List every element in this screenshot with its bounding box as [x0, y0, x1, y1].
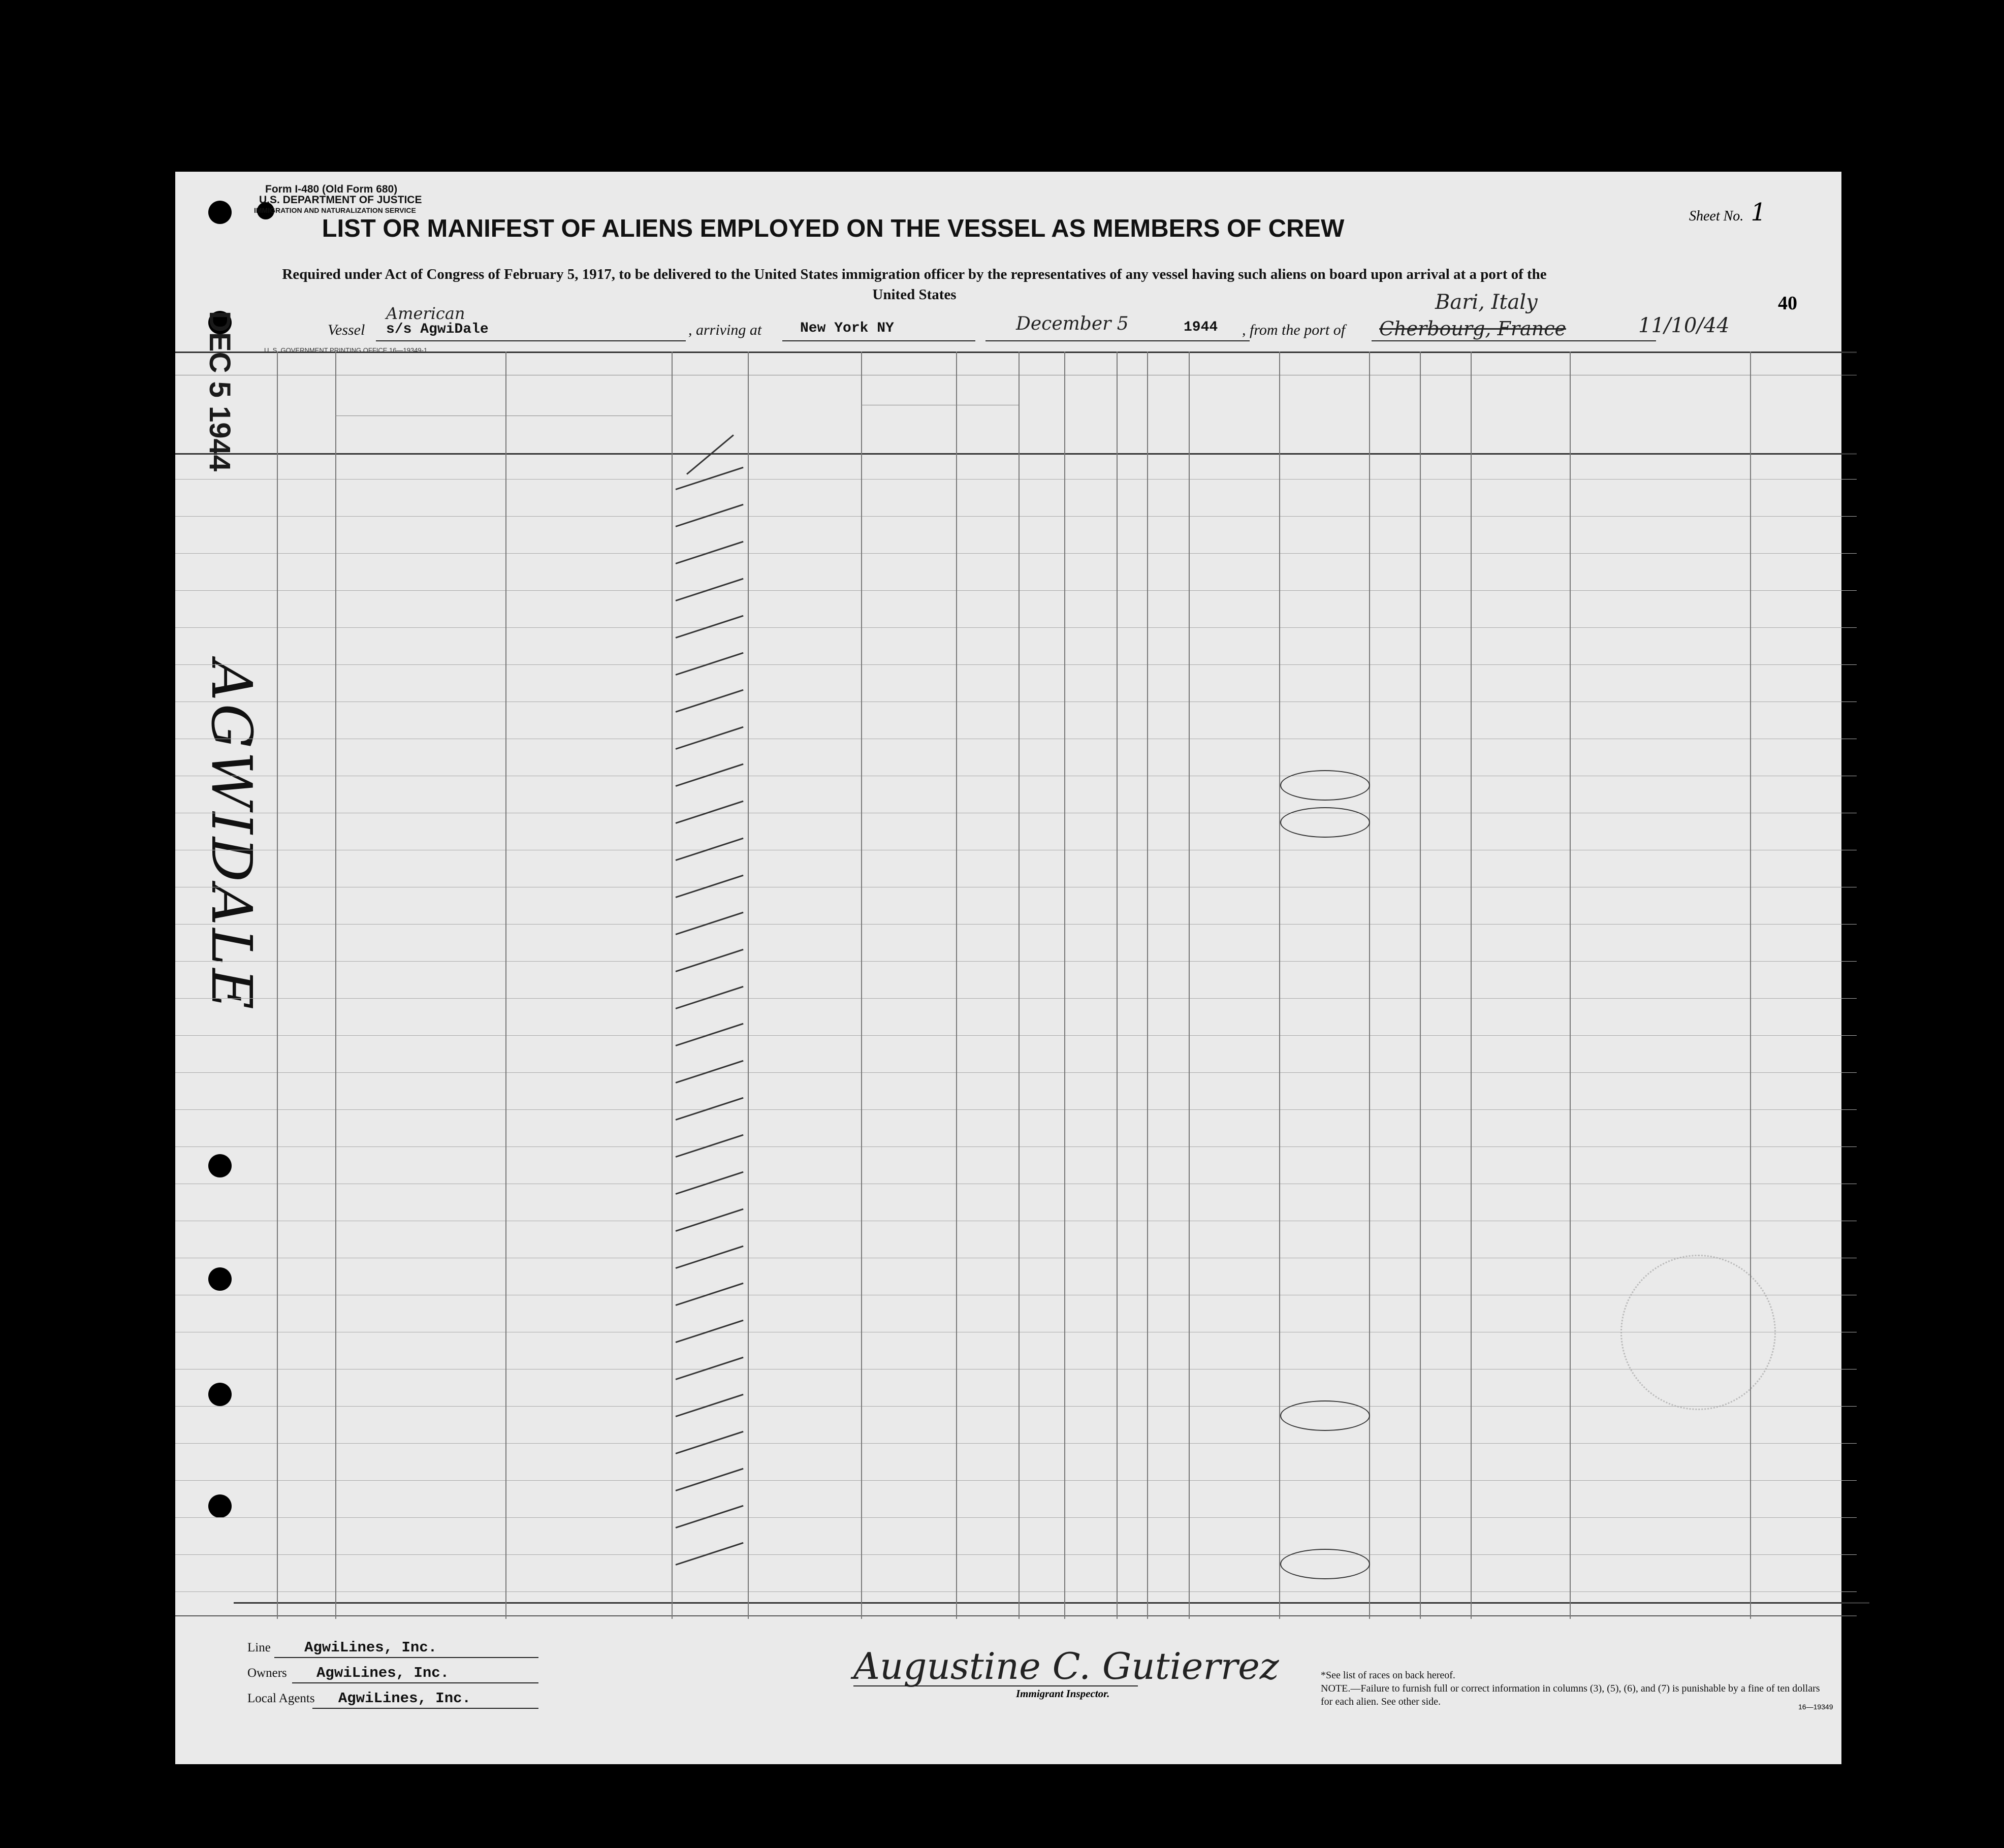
column-rule	[861, 352, 862, 1619]
row-rule	[175, 1406, 1857, 1407]
line-underline	[274, 1657, 538, 1658]
column-rule	[277, 352, 278, 1619]
column-rule	[1117, 352, 1118, 1619]
line-value: AgwiLines, Inc.	[304, 1639, 437, 1656]
signature-underline	[853, 1685, 1138, 1686]
sheet-number-field	[1689, 198, 1766, 227]
vessel-nationality-hw: American	[386, 304, 465, 323]
name-split-rule	[505, 416, 506, 1605]
row-rule	[175, 1146, 1857, 1147]
vessel-underline	[376, 340, 686, 341]
binder-hole	[208, 1154, 232, 1177]
document-title: LIST OR MANIFEST OF ALIENS EMPLOYED ON THE VESSEL AS MEMBERS OF CREW	[322, 215, 1345, 242]
agents-underline	[312, 1708, 538, 1709]
departure-port-hw: Cherbourg, France	[1379, 317, 1566, 340]
vessel-name: s/s AgwiDale	[386, 322, 489, 337]
column-rule	[335, 352, 336, 1619]
sheet-number-label: Sheet No.	[1689, 208, 1744, 224]
footer-note	[1321, 1669, 1829, 1708]
nationality-circle	[1280, 1400, 1370, 1431]
row-rule	[175, 1109, 1857, 1110]
column-rule	[1279, 352, 1280, 1619]
date-stamp: DEC 5 1944	[203, 311, 236, 471]
races-note: *See list of races on back hereof.	[1321, 1670, 1455, 1681]
from-underline	[1372, 340, 1656, 341]
inspector-signature: Augustine C. Gutierrez	[853, 1645, 1279, 1687]
column-rule	[1420, 352, 1421, 1619]
service-name: IMMIGRATION AND NATURALIZATION SERVICE	[254, 206, 416, 214]
departure-date-hw: 11/10/44	[1638, 314, 1730, 337]
row-rule	[175, 1554, 1857, 1555]
row-rule	[175, 1517, 1857, 1518]
department-name: U.S. DEPARTMENT OF JUSTICE	[259, 194, 422, 206]
column-rule	[748, 352, 749, 1619]
arriving-label: , arriving at	[688, 322, 762, 338]
row-rule	[175, 1443, 1857, 1444]
row-rule	[175, 924, 1857, 925]
penalty-note: NOTE.—Failure to furnish full or correct information in columns (3), (5), (6), and (7) is punishable by a fine of ten dollars for each alien. See other side.	[1321, 1683, 1820, 1707]
date-underline	[985, 340, 1250, 341]
agents-value: AgwiLines, Inc.	[338, 1690, 471, 1707]
row-rule	[175, 998, 1857, 999]
nationality-circle	[1280, 807, 1370, 838]
row-rule	[175, 553, 1857, 554]
row-rule	[175, 664, 1857, 665]
binder-hole	[208, 1383, 232, 1406]
column-rule	[1064, 352, 1065, 1619]
row-rule	[175, 1591, 1857, 1592]
page-number: 40	[1778, 293, 1797, 314]
row-rule	[175, 961, 1857, 962]
manifest-sheet	[175, 172, 1841, 1764]
row-rule	[175, 1035, 1857, 1036]
row-rule	[175, 627, 1857, 628]
owners-value: AgwiLines, Inc.	[316, 1665, 450, 1681]
row-rule	[175, 516, 1857, 517]
arrival-date-hw: December 5	[1016, 313, 1129, 334]
column-rule	[672, 352, 673, 1619]
agents-label: Local Agents	[247, 1692, 315, 1705]
binder-hole	[208, 1494, 232, 1518]
row-rule	[175, 590, 1857, 591]
footer-owners	[247, 1665, 449, 1681]
arrival-year: 1944	[1184, 320, 1218, 335]
printer-note: U. S. GOVERNMENT PRINTING OFFICE 16—19349-1	[264, 346, 428, 354]
document-subtitle: Required under Act of Congress of February 5, 1917, to be delivered to the United States immigration officer by the representatives of any vessel having such aliens on board upon arrival at a port of the United States	[282, 266, 1547, 303]
column-rule	[956, 352, 957, 1619]
owners-underline	[292, 1682, 538, 1683]
arriving-port: New York NY	[800, 321, 894, 336]
binder-hole	[208, 1267, 232, 1291]
column-rule	[1019, 352, 1020, 1619]
header-bottom-rule	[175, 453, 1857, 455]
form-code: 16—19349	[1798, 1703, 1833, 1711]
table-top-rule	[175, 352, 1857, 353]
row-rule	[175, 1072, 1857, 1073]
vessel-label: Vessel	[328, 322, 365, 338]
footer-agents	[247, 1690, 471, 1707]
footer-rule	[175, 1615, 1857, 1616]
arriving-underline	[782, 340, 975, 341]
sheet-number-value: 1	[1751, 198, 1766, 227]
handwritten-vessel-name: AGWIDALE	[199, 660, 264, 1012]
from-label: , from the port of	[1242, 322, 1346, 338]
column-rule	[1147, 352, 1148, 1619]
column-rule	[1189, 352, 1190, 1619]
faint-seal-stamp	[1620, 1255, 1776, 1410]
column-rule	[1750, 352, 1751, 1619]
nationality-circle	[1280, 1549, 1370, 1579]
row-rule	[175, 479, 1857, 480]
table-bottom-rule	[234, 1602, 1869, 1604]
signature-caption: Immigrant Inspector.	[1016, 1687, 1110, 1700]
departure-port-correction-hw: Bari, Italy	[1435, 291, 1538, 314]
nationality-circle	[1280, 770, 1370, 801]
owners-label: Owners	[247, 1666, 287, 1680]
column-rule	[1570, 352, 1571, 1619]
column-rule	[1369, 352, 1370, 1619]
row-rule	[175, 1480, 1857, 1481]
form-number: Form I-480 (Old Form 680)	[265, 183, 398, 195]
line-label: Line	[247, 1641, 271, 1654]
footer-line	[247, 1639, 437, 1656]
film-edge-mark	[1930, 157, 1946, 234]
column-rule	[1471, 352, 1472, 1619]
